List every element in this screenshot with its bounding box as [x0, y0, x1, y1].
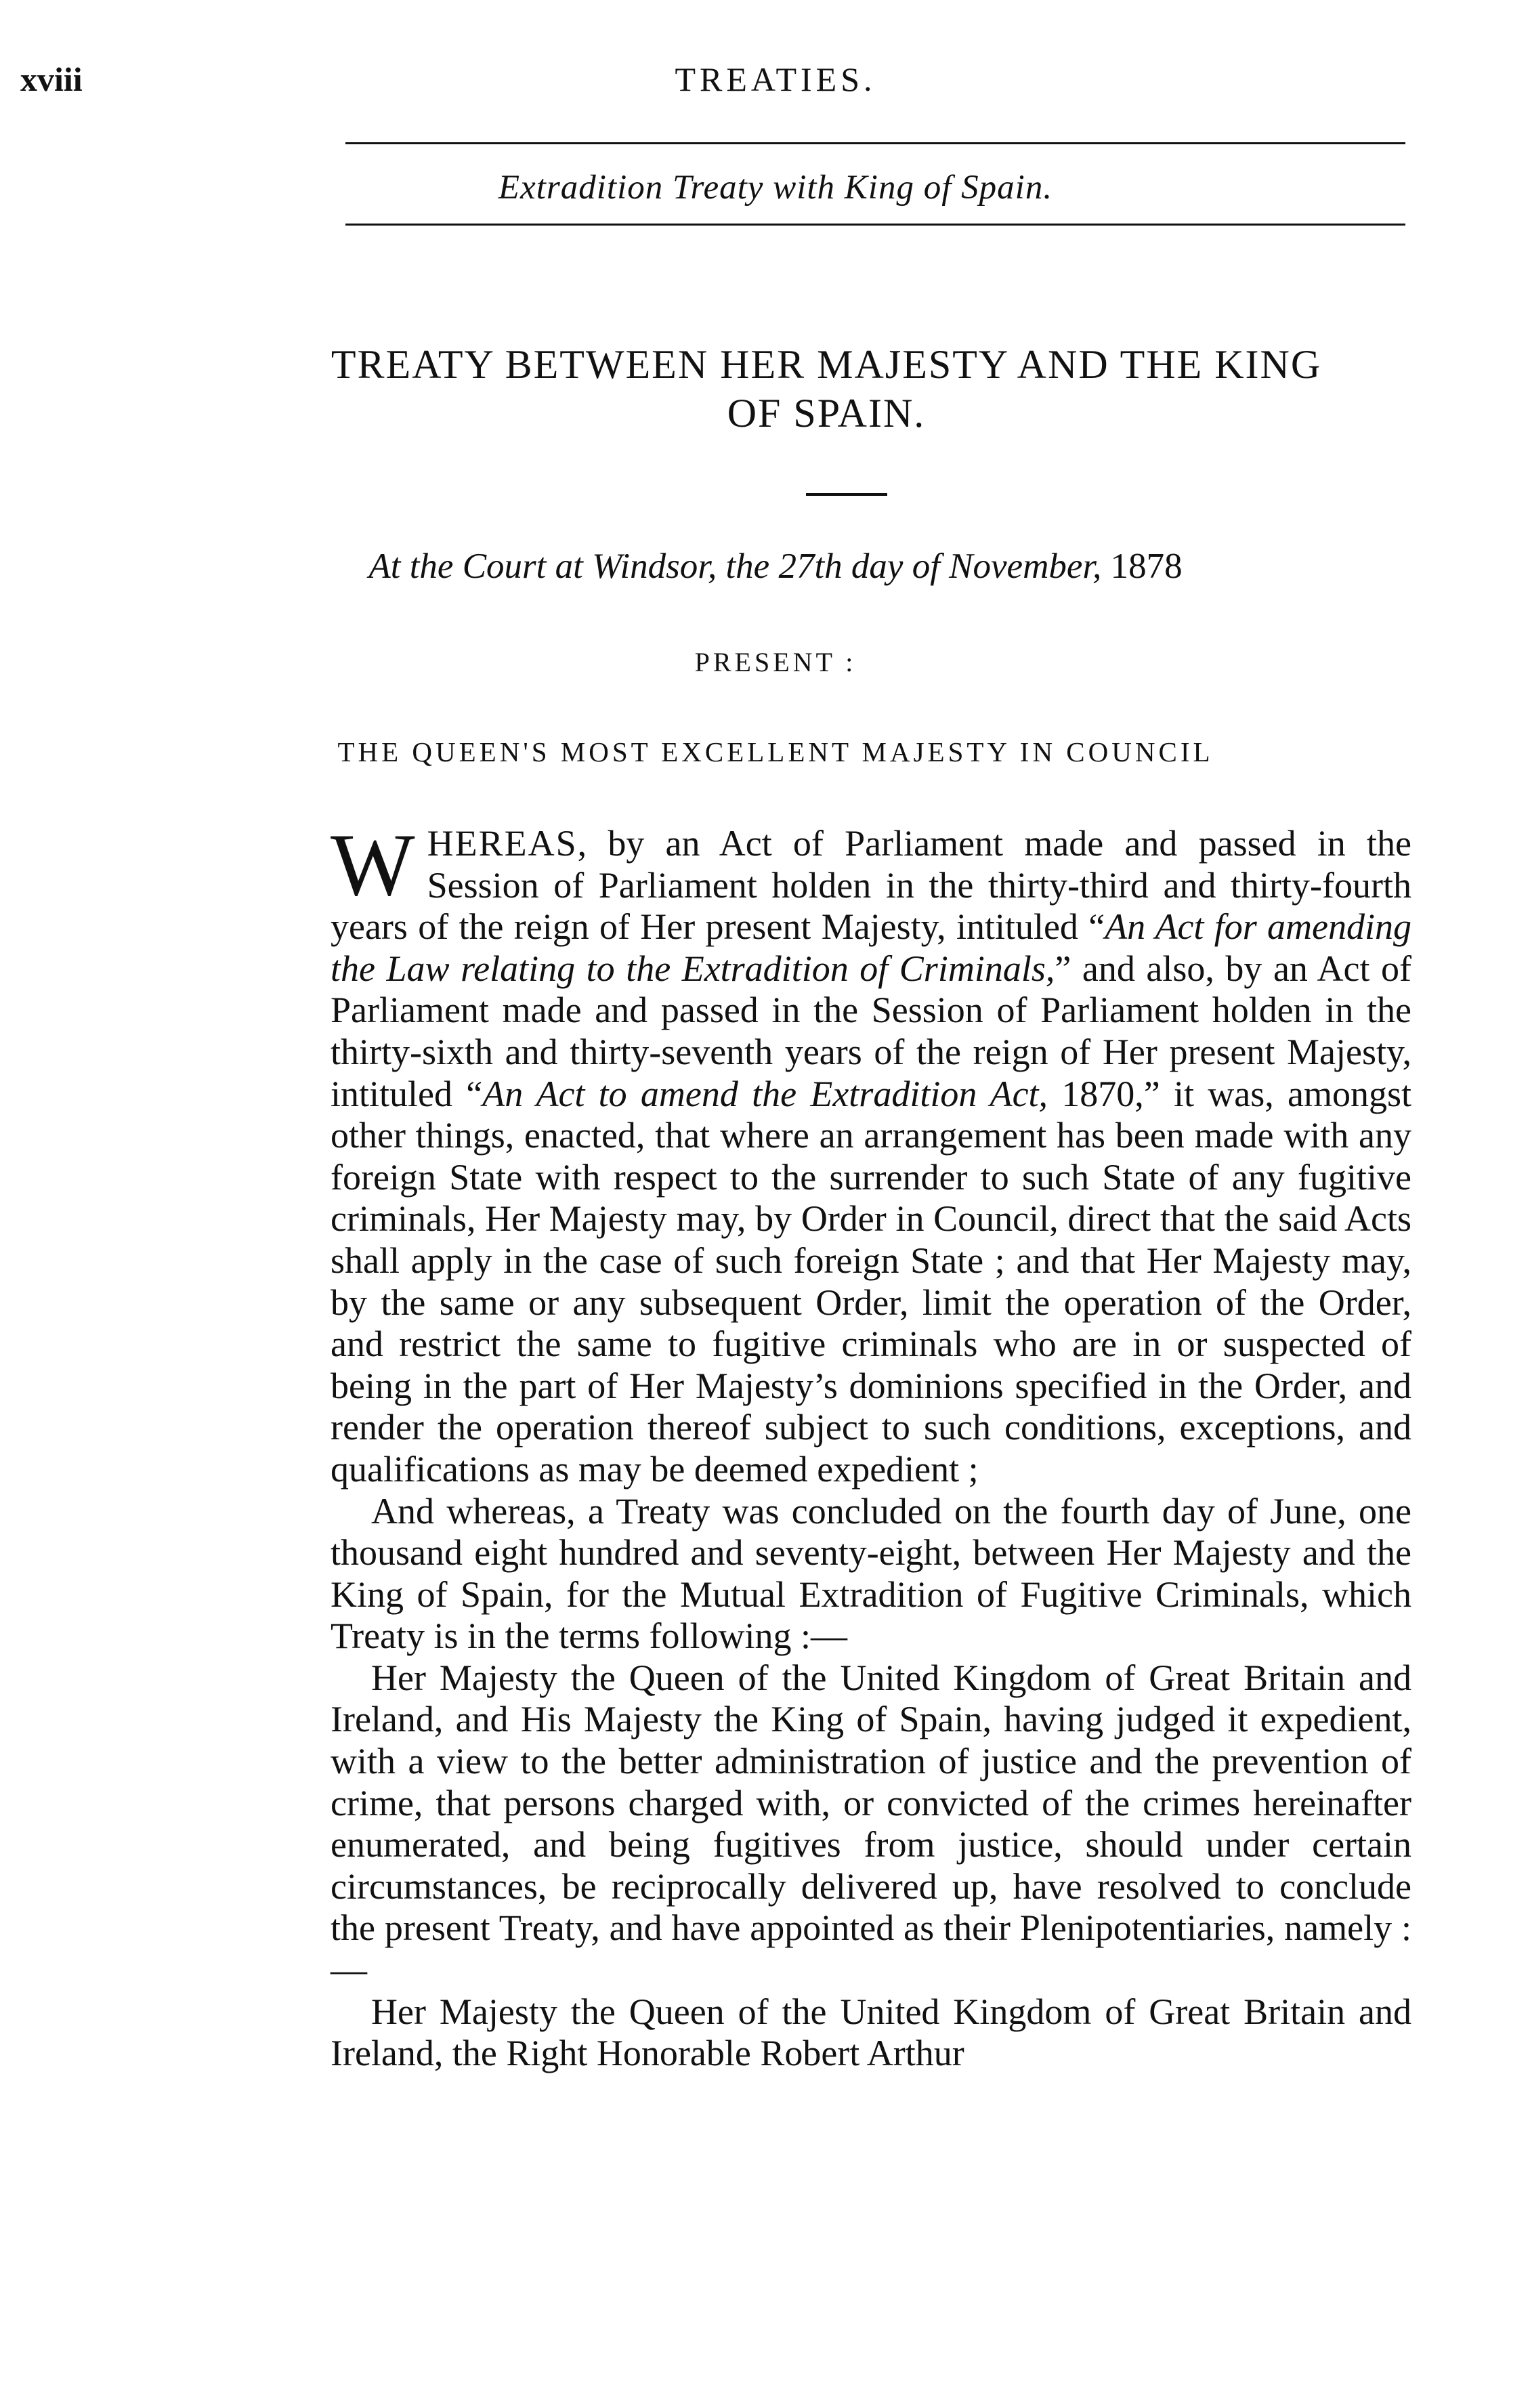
act-title-2: An Act to amend the Extradition Act, [482, 1073, 1048, 1114]
paragraph-whereas [331, 815, 1411, 1491]
council-line: THE QUEEN'S MOST EXCELLENT MAJESTY IN COUNCIL [337, 736, 1214, 767]
whereas-text-c: 1870,” it was, amongst other things, enacted, that where an arrangement has been made with any foreign State with respect to the surrender to such State of any fugitive criminals, Her Majesty may, by Order in Council, direct that the said Acts shall apply in the case of such foreign State ; and that Her Majesty may, by the same or any subsequent Order, limit the operation of the Order, and restrict the same to fugitive criminals who are in or suspected of being in the part of Her Majesty’s dominions specified in the Order, and render the operation thereof subject to such conditions, exceptions, and qualifications as may be deemed expedient ; [331, 1073, 1411, 1490]
whereas-start: HEREAS [427, 823, 578, 864]
body-text [331, 815, 1411, 2075]
paragraph-and-whereas: And whereas, a Treaty was concluded on the fourth day of June, one thousand eight hundred and seventy-eight, between Her Majesty and the King of Spain, for the Mutual Extradition of Fugitive Criminals, which Treaty is in the terms following :— [331, 1490, 1411, 1657]
act-title-1: An Act for amending the Law relating to the Extradition of Criminals, [331, 906, 1411, 989]
page-number: xviii [20, 60, 83, 98]
title-divider [806, 493, 887, 496]
section-head: Extradition Treaty with King of Spain. [498, 169, 1053, 207]
whereas-text-a: , by an Act of Parliament made and passed in the Session of Parliament holden in the thirty-third and thirty-fourth years of the reign of Her present Majesty, intituled “ [331, 823, 1411, 948]
paragraph-her-majesty: Her Majesty the Queen of the United Kingdom of Great Britain and Ireland, and His Majesty the King of Spain, having judged it expedient, with a view to the better administration of justice and the prevention of crime, that persons charged with, or convicted of the crimes hereinafter enumerated, and being fugitives from justice, should under certain circumstances, be reciprocally delivered up, have resolved to conclude the present Treaty, and have appointed as their Plenipotentiaries, namely :— [331, 1657, 1411, 1991]
present-heading: PRESENT : [694, 647, 857, 677]
running-head: TREATIES. [675, 60, 876, 98]
treaty-title-line1: TREATY BETWEEN HER MAJESTY AND THE KING [331, 342, 1322, 387]
paragraph-plenipotentiary: Her Majesty the Queen of the United Kingdom of Great Britain and Ireland, the Right Honorable Robert Arthur [331, 1991, 1411, 2074]
court-text: At the Court at Windsor, the 27th day of November, [368, 547, 1102, 586]
court-year: 1878 [1110, 547, 1183, 586]
treaty-title [244, 340, 1409, 438]
treaty-title-line2: OF SPAIN. [727, 391, 926, 436]
header-rule-bottom [345, 224, 1405, 226]
header-rule-top [345, 142, 1405, 144]
whereas-text-b: ” and also, by an Act of Parliament made and passed in the Session of Parliament holden in the thirty-sixth and thirty-seventh years of the reign of Her present Majesty, intituled “ [331, 948, 1411, 1114]
court-line [368, 546, 1182, 587]
drop-cap: W [331, 815, 415, 914]
